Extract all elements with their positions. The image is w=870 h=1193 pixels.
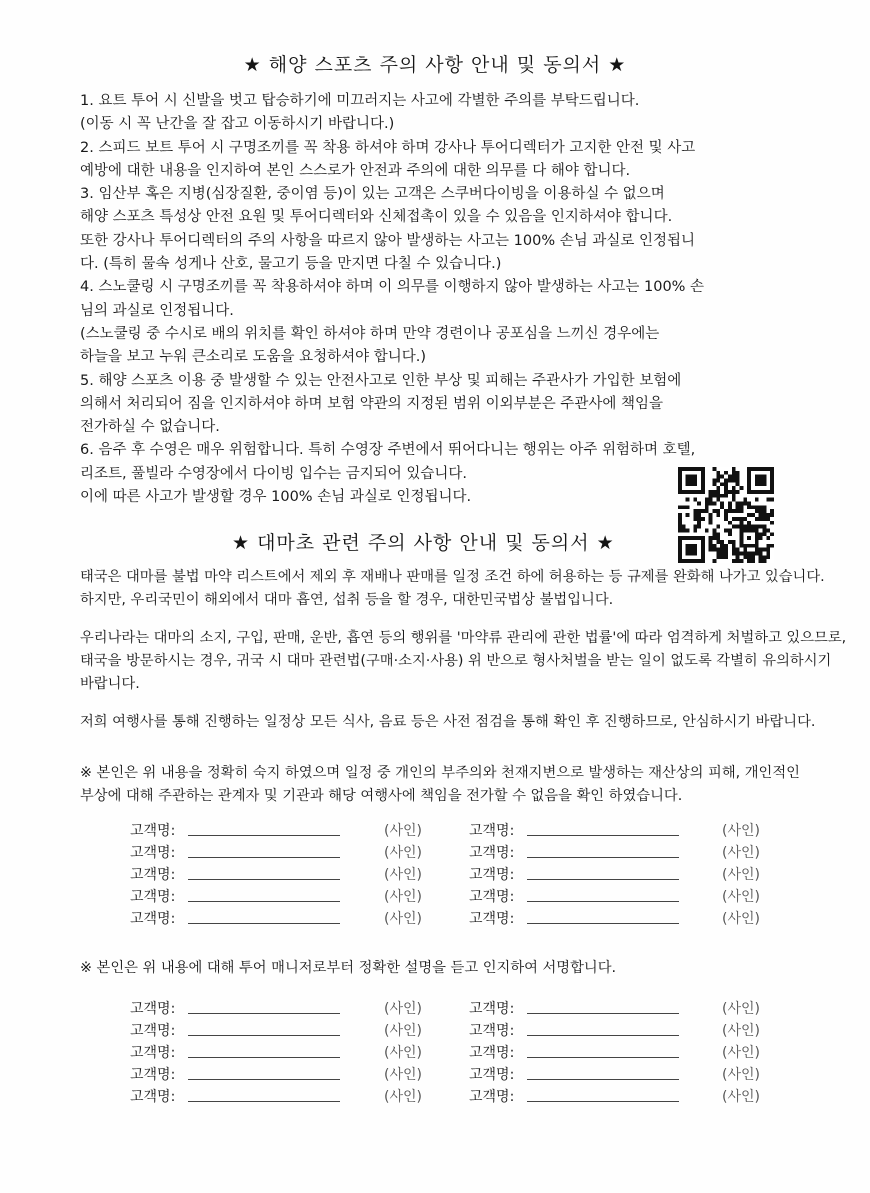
terms-line: 리조트, 풀빌라 수영장에서 다이빙 입수는 금지되어 있습니다. — [80, 465, 468, 482]
signature-field[interactable]: (사인) — [722, 889, 760, 905]
customer-name-label: 고객명: — [469, 1023, 515, 1039]
paragraph-line: 하지만, 우리국민이 해외에서 대마 흡연, 섭취 등을 할 경우, 대한민국법상 불법입니다. — [80, 592, 614, 608]
customer-name-field[interactable] — [527, 901, 679, 902]
terms-line: 의해서 처리되어 짐을 인지하셔야 하며 보험 약관의 지정된 범위 이외부분은 주관사에 책임을 — [80, 395, 663, 412]
signature-field[interactable]: (사인) — [722, 1001, 760, 1017]
cannabis-paragraph — [80, 627, 850, 696]
cannabis-paragraph — [80, 711, 850, 734]
customer-name-label: 고객명: — [130, 823, 176, 839]
signature-field[interactable]: (사인) — [722, 867, 760, 883]
signature-row — [0, 1020, 870, 1042]
signature-grid-explanation — [0, 998, 870, 1108]
terms-line: (이동 시 꼭 난간을 잘 잡고 이동하시기 바랍니다.) — [80, 116, 395, 133]
terms-line: 하늘을 보고 누워 큰소리로 도움을 요청하셔야 합니다.) — [80, 349, 427, 366]
terms-line: 또한 강사나 투어디렉터의 주의 사항을 따르지 않아 발생하는 사고는 100% 손님 과실로 인정됩니 — [80, 232, 696, 249]
customer-name-label: 고객명: — [130, 1089, 176, 1105]
customer-name-label: 고객명: — [469, 1089, 515, 1105]
cannabis-paragraph — [80, 566, 850, 612]
terms-line: 2. 스피드 보트 투어 시 구명조끼를 꼭 착용 하셔야 하며 강사나 투어디렉터가 고지한 안전 및 사고 — [80, 139, 696, 156]
customer-name-label: 고객명: — [469, 823, 515, 839]
customer-name-label: 고객명: — [130, 1067, 176, 1083]
terms-line: 4. 스노쿨링 시 구명조끼를 꼭 착용하셔야 하며 이 의무를 이행하지 않아 발생하는 사고는 100% 손 — [80, 279, 705, 296]
customer-name-label: 고객명: — [469, 1001, 515, 1017]
paragraph-line: 저희 여행사를 통해 진행하는 일정상 모든 식사, 음료 등은 사전 점검을 통해 확인 후 진행하므로, 안심하시기 바랍니다. — [80, 714, 816, 730]
signature-field[interactable]: (사인) — [384, 1023, 422, 1039]
terms-line: 해양 스포츠 특성상 안전 요원 및 투어디렉터와 신체접촉이 있을 수 있음을 인지하셔야 합니다. — [80, 209, 673, 226]
signature-field[interactable]: (사인) — [722, 1067, 760, 1083]
paragraph-line: 태국은 대마를 불법 마약 리스트에서 제외 후 재배나 판매를 일정 조건 하에 허용하는 등 규제를 완화해 나가고 있습니다. — [80, 569, 825, 585]
terms-line: 5. 해양 스포츠 이용 중 발생할 수 있는 안전사고로 인한 부상 및 피해는 주관사가 가입한 보험에 — [80, 372, 682, 389]
terms-line: 3. 임산부 혹은 지병(심장질환, 중이염 등)이 있는 고객은 스쿠버다이빙을 이용하실 수 없으며 — [80, 186, 665, 203]
paragraph-line: 바랍니다. — [80, 676, 140, 692]
customer-name-label: 고객명: — [130, 845, 176, 861]
customer-name-field[interactable] — [527, 1035, 679, 1036]
customer-name-label: 고객명: — [130, 889, 176, 905]
terms-line: 6. 음주 후 수영은 매우 위험합니다. 특히 수영장 주변에서 뛰어다니는 행위는 아주 위험하며 호텔, — [80, 442, 696, 459]
signature-row — [0, 998, 870, 1020]
signature-field[interactable]: (사인) — [384, 1067, 422, 1083]
customer-name-field[interactable] — [527, 1101, 679, 1102]
terms-line: 님의 과실로 인정됩니다. — [80, 302, 234, 319]
customer-name-label: 고객명: — [469, 867, 515, 883]
customer-name-label: 고객명: — [130, 867, 176, 883]
liability-notice — [80, 762, 850, 808]
terms-line: (스노쿨링 중 수시로 배의 위치를 확인 하셔야 하며 만약 경련이나 공포심을 느끼신 경우에는 — [80, 325, 660, 342]
qr-code-icon[interactable] — [678, 467, 774, 563]
signature-field[interactable]: (사인) — [722, 1045, 760, 1061]
signature-field[interactable]: (사인) — [384, 1001, 422, 1017]
explanation-notice — [80, 957, 850, 980]
cannabis-terms — [80, 566, 850, 749]
paragraph-line: 우리나라는 대마의 소지, 구입, 판매, 운반, 흡연 등의 행위를 '마약류 관리에 관한 법률'에 따라 엄격하게 처벌하고 있으므로, — [80, 630, 847, 646]
customer-name-field[interactable] — [188, 835, 340, 836]
customer-name-label: 고객명: — [469, 1045, 515, 1061]
customer-name-label: 고객명: — [130, 911, 176, 927]
signature-field[interactable]: (사인) — [384, 867, 422, 883]
signature-field[interactable]: (사인) — [384, 911, 422, 927]
customer-name-label: 고객명: — [130, 1023, 176, 1039]
signature-grid-liability — [0, 820, 870, 930]
customer-name-field[interactable] — [527, 1057, 679, 1058]
signature-field[interactable]: (사인) — [722, 911, 760, 927]
notice-line: ※ 본인은 위 내용에 대해 투어 매니저로부터 정확한 설명을 듣고 인지하여 서명합니다. — [80, 960, 617, 976]
signature-row — [0, 842, 870, 864]
customer-name-field[interactable] — [188, 901, 340, 902]
terms-line: 예방에 대한 내용을 인지하여 본인 스스로가 안전과 주의에 대한 의무를 다 해야 합니다. — [80, 162, 631, 179]
customer-name-field[interactable] — [527, 1013, 679, 1014]
signature-field[interactable]: (사인) — [722, 845, 760, 861]
notice-line: 부상에 대해 주관하는 관계자 및 기관과 해당 여행사에 책임을 전가할 수 없음을 확인 하였습니다. — [80, 788, 683, 804]
customer-name-field[interactable] — [527, 879, 679, 880]
signature-row — [0, 820, 870, 842]
customer-name-label: 고객명: — [469, 845, 515, 861]
customer-name-field[interactable] — [527, 923, 679, 924]
customer-name-field[interactable] — [188, 857, 340, 858]
signature-row — [0, 1086, 870, 1108]
marine-sports-terms — [80, 90, 840, 509]
customer-name-label: 고객명: — [469, 911, 515, 927]
customer-name-field[interactable] — [527, 857, 679, 858]
signature-row — [0, 1042, 870, 1064]
signature-row — [0, 864, 870, 886]
signature-field[interactable]: (사인) — [384, 1089, 422, 1105]
marine-sports-title: ★ 해양 스포츠 주의 사항 안내 및 동의서 ★ — [243, 54, 627, 76]
signature-field[interactable]: (사인) — [384, 823, 422, 839]
terms-line: 다. (특히 물속 성게나 산호, 물고기 등을 만지면 다칠 수 있습니다.) — [80, 256, 502, 273]
customer-name-field[interactable] — [188, 1057, 340, 1058]
customer-name-field[interactable] — [188, 1101, 340, 1102]
customer-name-field[interactable] — [188, 1035, 340, 1036]
customer-name-field[interactable] — [188, 1013, 340, 1014]
signature-row — [0, 886, 870, 908]
paragraph-line: 태국을 방문하시는 경우, 귀국 시 대마 관련법(구매·소지·사용) 위 반으로 형사처벌을 받는 일이 없도록 각별히 유의하시기 — [80, 653, 832, 669]
customer-name-field[interactable] — [188, 1079, 340, 1080]
customer-name-field[interactable] — [527, 835, 679, 836]
signature-row — [0, 1064, 870, 1086]
signature-field[interactable]: (사인) — [384, 1045, 422, 1061]
terms-line: 전가하실 수 없습니다. — [80, 419, 220, 436]
customer-name-label: 고객명: — [130, 1001, 176, 1017]
signature-field[interactable]: (사인) — [722, 1089, 760, 1105]
signature-field[interactable]: (사인) — [384, 889, 422, 905]
terms-line: 이에 따른 사고가 발생할 경우 100% 손님 과실로 인정됩니다. — [80, 489, 472, 506]
customer-name-label: 고객명: — [469, 889, 515, 905]
signature-field[interactable]: (사인) — [384, 845, 422, 861]
customer-name-field[interactable] — [527, 1079, 679, 1080]
signature-row — [0, 908, 870, 930]
customer-name-label: 고객명: — [469, 1067, 515, 1083]
customer-name-field[interactable] — [188, 879, 340, 880]
signature-field[interactable]: (사인) — [722, 823, 760, 839]
signature-field[interactable]: (사인) — [722, 1023, 760, 1039]
customer-name-field[interactable] — [188, 923, 340, 924]
notice-line: ※ 본인은 위 내용을 정확히 숙지 하였으며 일정 중 개인의 부주의와 천재지변으로 발생하는 재산상의 피해, 개인적인 — [80, 765, 800, 781]
terms-line: 1. 요트 투어 시 신발을 벗고 탑승하기에 미끄러지는 사고에 각별한 주의를 부탁드립니다. — [80, 93, 640, 109]
customer-name-label: 고객명: — [130, 1045, 176, 1061]
cannabis-title: ★ 대마초 관련 주의 사항 안내 및 동의서 ★ — [232, 532, 615, 554]
